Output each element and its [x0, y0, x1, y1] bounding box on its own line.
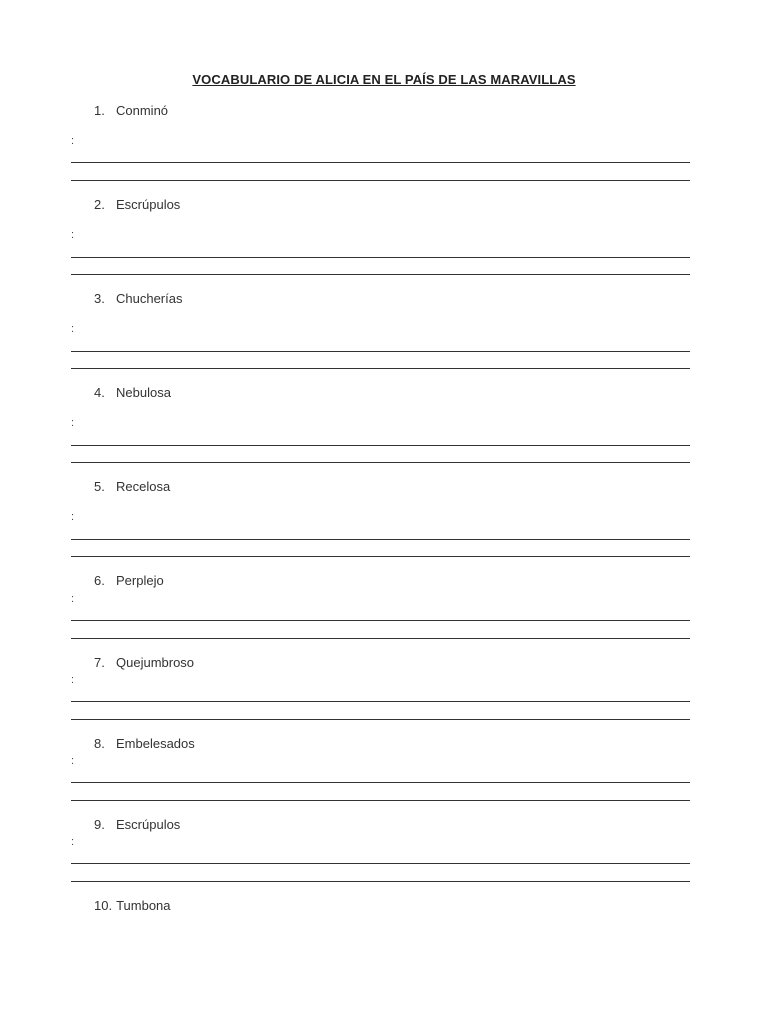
item-number: 10.	[94, 898, 113, 913]
vocab-item	[94, 655, 194, 670]
vocab-item	[94, 817, 180, 832]
item-word: Quejumbroso	[116, 655, 195, 670]
answer-colon: :	[71, 323, 75, 335]
item-number: 4.	[94, 385, 105, 400]
answer-colon: :	[71, 674, 75, 686]
item-word: Chucherías	[116, 291, 183, 306]
answer-colon: :	[71, 755, 75, 767]
item-number: 6.	[94, 573, 105, 588]
item-word: Nebulosa	[116, 385, 171, 400]
answer-line	[71, 638, 690, 639]
answer-line	[71, 620, 690, 621]
vocab-item	[94, 573, 164, 588]
item-number: 9.	[94, 817, 105, 832]
vocab-item	[94, 385, 171, 400]
item-number: 8.	[94, 736, 105, 751]
answer-colon: :	[71, 135, 75, 147]
answer-line	[71, 180, 690, 181]
answer-colon: :	[71, 511, 75, 523]
answer-line	[71, 782, 690, 783]
answer-colon: :	[71, 417, 75, 429]
answer-line	[71, 462, 690, 463]
answer-line	[71, 162, 690, 163]
item-number: 5.	[94, 479, 105, 494]
answer-line	[71, 800, 690, 801]
vocab-item	[94, 479, 170, 494]
answer-colon: :	[71, 593, 75, 605]
vocab-item	[94, 291, 182, 306]
vocab-item	[94, 736, 195, 751]
item-word: Tumbona	[116, 898, 171, 913]
answer-line	[71, 368, 690, 369]
item-word: Embelesados	[116, 736, 195, 751]
answer-line	[71, 556, 690, 557]
answer-line	[71, 274, 690, 275]
document-title: VOCABULARIO DE ALICIA EN EL PAÍS DE LAS MARAVILLAS	[192, 72, 576, 87]
vocab-item	[94, 898, 171, 913]
answer-line	[71, 863, 690, 864]
item-word: Conminó	[116, 103, 169, 118]
item-number: 3.	[94, 291, 105, 306]
answer-colon: :	[71, 229, 75, 241]
vocab-item	[94, 103, 168, 118]
item-word: Recelosa	[116, 479, 171, 494]
answer-line	[71, 445, 690, 446]
item-number: 2.	[94, 197, 105, 212]
answer-line	[71, 719, 690, 720]
item-word: Escrúpulos	[116, 197, 181, 212]
vocab-item	[94, 197, 180, 212]
answer-line	[71, 257, 690, 258]
answer-line	[71, 701, 690, 702]
answer-colon: :	[71, 836, 75, 848]
item-number: 1.	[94, 103, 105, 118]
answer-line	[71, 881, 690, 882]
answer-line	[71, 351, 690, 352]
item-number: 7.	[94, 655, 105, 670]
item-word: Perplejo	[116, 573, 164, 588]
item-word: Escrúpulos	[116, 817, 181, 832]
answer-line	[71, 539, 690, 540]
